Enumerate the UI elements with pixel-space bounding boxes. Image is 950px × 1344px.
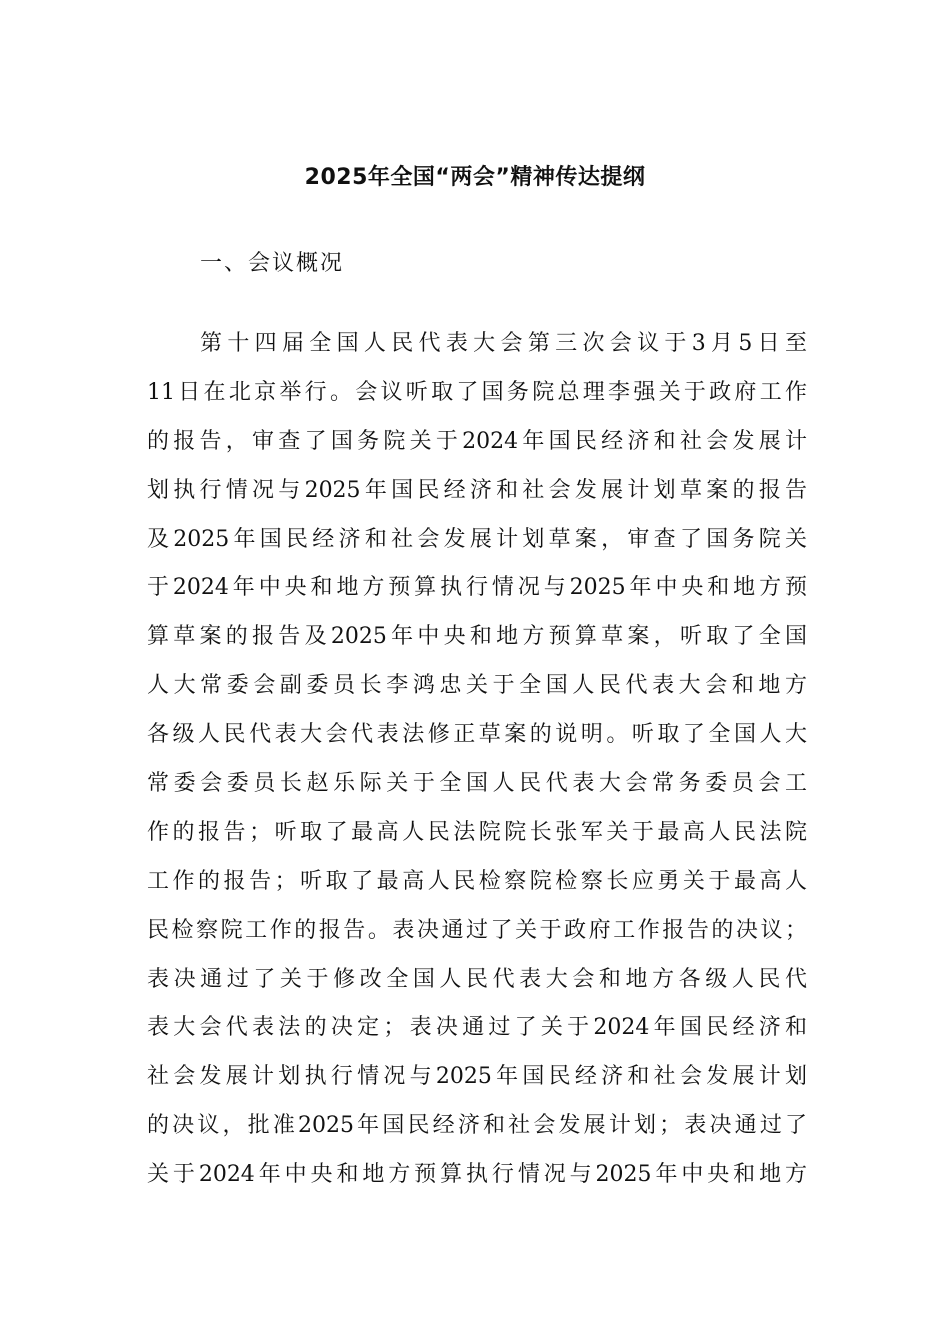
paragraph-line: 第十四届全国人民代表大会第三次会议于3月5日至	[200, 331, 807, 356]
paragraph-line: 算草案的报告及2025年中央和地方预算草案，听取了全国	[147, 624, 807, 650]
paragraph-line: 的报告，审查了国务院关于2024年国民经济和社会发展计	[147, 428, 807, 454]
paragraph-line: 划执行情况与2025年国民经济和社会发展计划草案的报告	[147, 477, 807, 503]
section-heading: 一、会议概况	[200, 251, 345, 276]
paragraph-line: 各级人民代表大会代表法修正草案的说明。听取了全国人大	[147, 722, 807, 748]
paragraph-line: 作的报告；听取了最高人民法院院长张军关于最高人民法院	[147, 819, 807, 845]
paragraph-line: 关于2024年中央和地方预算执行情况与2025年中央和地方	[147, 1162, 807, 1188]
paragraph-line: 社会发展计划执行情况与2025年国民经济和社会发展计划	[147, 1064, 807, 1090]
paragraph-line: 工作的报告；听取了最高人民检察院检察长应勇关于最高人	[147, 868, 807, 894]
paragraph-line: 常委会委员长赵乐际关于全国人民代表大会常务委员会工	[147, 771, 807, 797]
paragraph-line: 11日在北京举行。会议听取了国务院总理李强关于政府工作	[147, 379, 807, 405]
paragraph-line: 及2025年国民经济和社会发展计划草案，审查了国务院关	[147, 526, 807, 552]
paragraph-line: 民检察院工作的报告。表决通过了关于政府工作报告的决议；	[147, 917, 807, 943]
paragraph-line: 表大会代表法的决定；表决通过了关于2024年国民经济和	[147, 1015, 807, 1041]
paragraph-meeting-overview	[147, 320, 807, 1200]
paragraph-line: 于2024年中央和地方预算执行情况与2025年中央和地方预	[147, 575, 807, 601]
paragraph-line: 表决通过了关于修改全国人民代表大会和地方各级人民代	[147, 966, 807, 992]
document-title: 2025年全国“两会”精神传达提纲	[304, 165, 646, 190]
paragraph-line: 人大常委会副委员长李鸿忠关于全国人民代表大会和地方	[147, 673, 807, 699]
paragraph-line: 的决议，批准2025年国民经济和社会发展计划；表决通过了	[147, 1113, 807, 1139]
